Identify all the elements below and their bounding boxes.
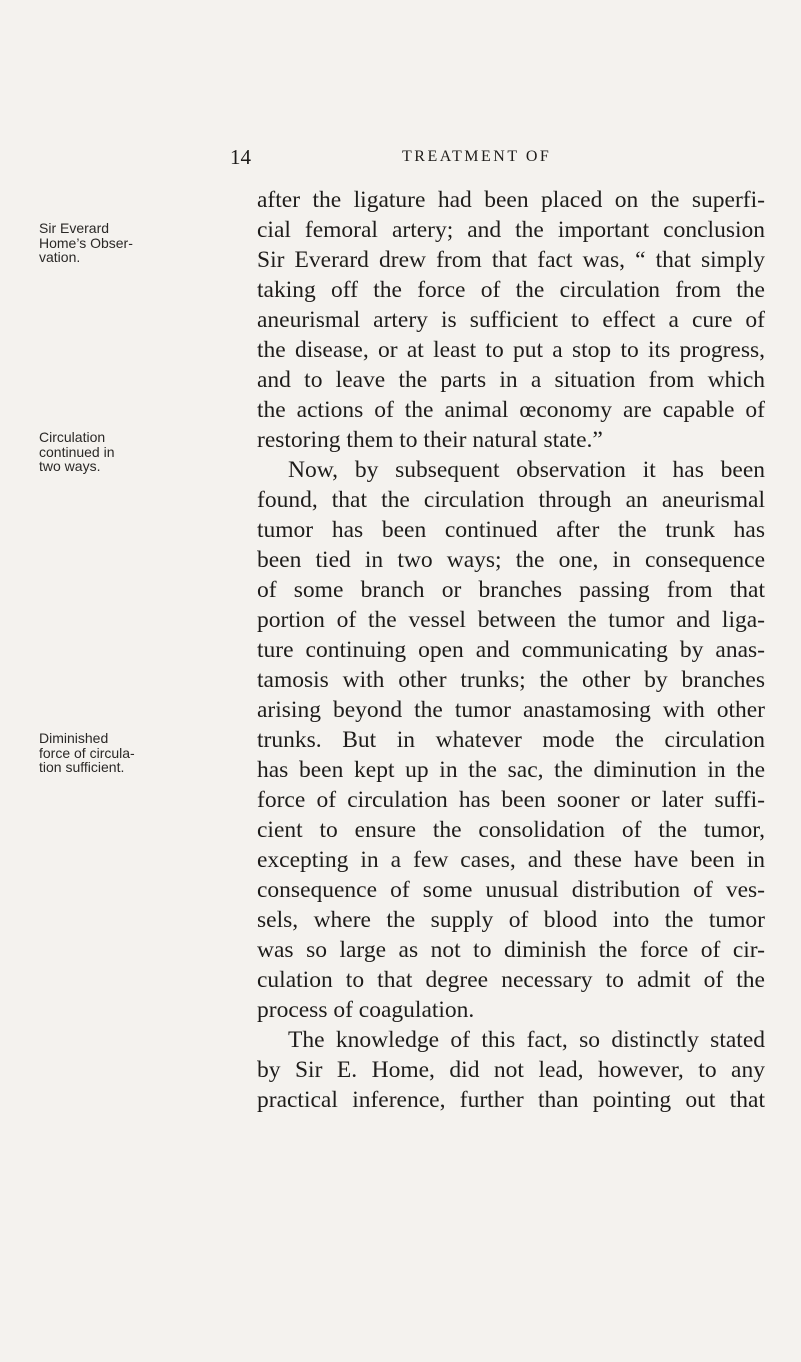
margin-note-line: tion sufficient. bbox=[39, 759, 125, 775]
body-line: practical inference, further than pointing out that bbox=[257, 1087, 765, 1113]
body-line: cial femoral artery; and the important conclusion bbox=[257, 217, 765, 243]
page-number: 14 bbox=[230, 145, 251, 169]
body-line: The knowledge of this fact, so distinctly stated bbox=[288, 1027, 765, 1053]
margin-note-line: force of circula- bbox=[39, 744, 135, 761]
body-line: arising beyond the tumor anastamosing with other bbox=[257, 697, 765, 723]
body-line: portion of the vessel between the tumor and liga- bbox=[257, 607, 765, 633]
body-line: excepting in a few cases, and these have been in bbox=[257, 847, 765, 873]
body-line: ture continuing open and communicating by anas- bbox=[257, 637, 765, 663]
body-line: culation to that degree necessary to admit of the bbox=[257, 967, 765, 993]
body-line: been tied in two ways; the one, in consequence bbox=[257, 547, 765, 573]
margin-note-diminished-force bbox=[39, 731, 229, 775]
body-line: the actions of the animal œconomy are capable of bbox=[257, 397, 765, 423]
margin-note-line: Home’s Obser- bbox=[39, 234, 133, 251]
body-line: process of coagulation. bbox=[257, 997, 475, 1023]
body-line: restoring them to their natural state.” bbox=[257, 427, 603, 453]
body-line: cient to ensure the consolidation of the tumor, bbox=[257, 817, 765, 843]
body-line: has been kept up in the sac, the diminution in the bbox=[257, 757, 765, 783]
body-line: Now, by subsequent observation it has been bbox=[288, 457, 765, 483]
margin-note-circulation bbox=[39, 430, 229, 474]
margin-note-line: Sir Everard bbox=[39, 220, 110, 236]
margin-note-line: vation. bbox=[39, 249, 81, 265]
margin-note-home-observation bbox=[39, 221, 229, 265]
body-line: tumor has been continued after the trunk has bbox=[257, 517, 765, 543]
body-line: sels, where the supply of blood into the tumor bbox=[257, 907, 765, 933]
body-line: taking off the force of the circulation from the bbox=[257, 277, 765, 303]
body-line: and to leave the parts in a situation from which bbox=[257, 367, 765, 393]
body-line: found, that the circulation through an aneurismal bbox=[257, 487, 765, 513]
body-line: consequence of some unusual distribution of ves- bbox=[257, 877, 765, 903]
page-header bbox=[0, 145, 801, 175]
margin-note-line: Diminished bbox=[39, 730, 109, 746]
body-line: trunks. But in whatever mode the circulation bbox=[257, 727, 765, 753]
body-line: aneurismal artery is sufficient to effect a cure of bbox=[257, 307, 765, 333]
body-line: tamosis with other trunks; the other by branches bbox=[257, 667, 765, 693]
body-line: was so large as not to diminish the force of cir- bbox=[257, 937, 765, 963]
body-line: the disease, or at least to put a stop to its progress, bbox=[257, 337, 765, 363]
body-line: Sir Everard drew from that fact was, “ that simply bbox=[257, 247, 765, 273]
body-line: by Sir E. Home, did not lead, however, to any bbox=[257, 1057, 765, 1083]
margin-note-line: continued in bbox=[39, 443, 115, 460]
margin-note-line: two ways. bbox=[39, 458, 101, 474]
body-line: of some branch or branches passing from that bbox=[257, 577, 765, 603]
body-line: after the ligature had been placed on the superfi- bbox=[257, 187, 765, 213]
body-line: force of circulation has been sooner or later suffi- bbox=[257, 787, 765, 813]
running-head: TREATMENT OF bbox=[402, 148, 552, 165]
margin-note-line: Circulation bbox=[39, 429, 106, 445]
